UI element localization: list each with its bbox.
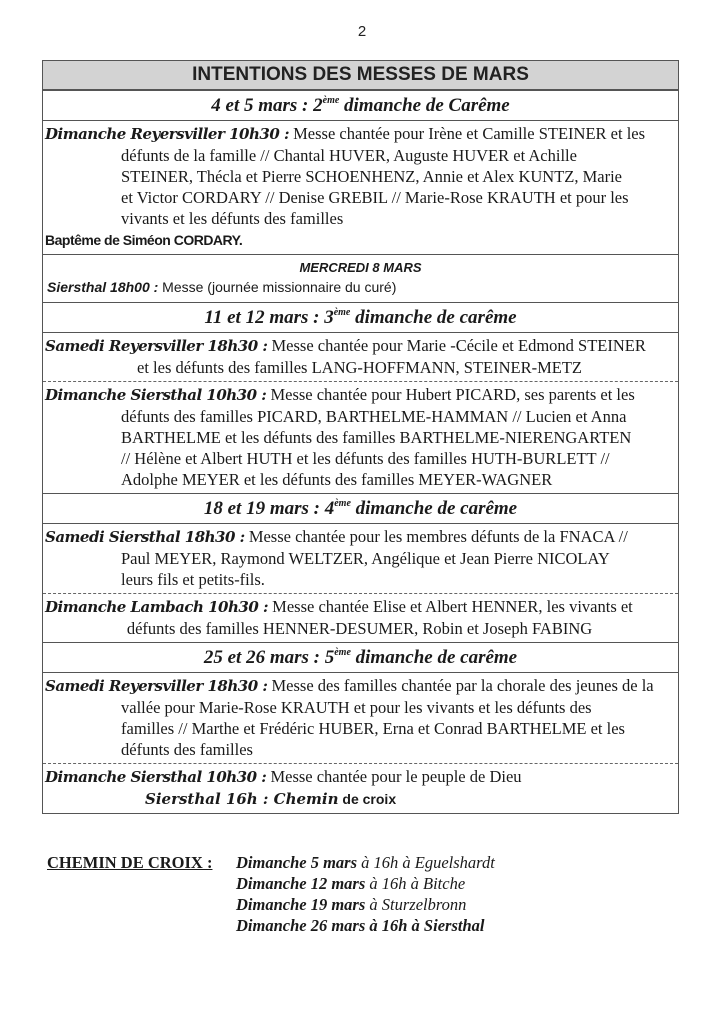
entry-lead: Siersthal 18h00 : — [47, 279, 159, 295]
entry-line: familles // Marthe et Frédéric HUBER, Erna et Conrad BARTHELME et les — [121, 719, 625, 738]
sub-lead: Siersthal 16h : Chemin — [145, 790, 339, 808]
entry-line: défunts de la famille // Chantal HUVER, Auguste HUVER et Achille — [121, 146, 577, 165]
heading-text: 11 et 12 mars : 3 — [204, 307, 334, 328]
chemin-item-date: Dimanche 19 mars — [236, 895, 366, 914]
heading-text: 25 et 26 mars : 5 — [203, 647, 335, 668]
chemin-items — [236, 852, 495, 936]
entry-lead: Dimanche Siersthal 10h30 : — [45, 386, 267, 404]
entry-first-line — [45, 123, 674, 145]
heading-suffix: dimanche de carême — [350, 498, 518, 519]
heading-suffix: dimanche de Carême — [339, 95, 510, 116]
entry-lead: Dimanche Lambach 10h30 : — [45, 598, 269, 616]
chemin-item — [236, 894, 495, 915]
chemin-item — [236, 873, 495, 894]
chemin-item — [236, 852, 495, 873]
chemin-item-date: Dimanche 5 mars — [236, 853, 358, 872]
entry-first-line — [45, 596, 674, 618]
page-number: 2 — [357, 23, 367, 40]
chemin-row — [47, 852, 724, 936]
heading-text: 18 et 19 mars : 4 — [203, 498, 335, 519]
entry-samedi-siersthal-3 — [43, 524, 678, 594]
entry-text: Messe (journée missionnaire du curé) — [158, 279, 397, 295]
entry-lead: Samedi Reyersviller 18h30 : — [45, 337, 268, 355]
entry-line: et les défunts des familles LANG-HOFFMANN, STEINER-METZ — [137, 358, 582, 377]
heading-sup: ème — [333, 307, 351, 318]
entry-line: défunts des familles HENNER-DESUMER, Robin et Joseph FABING — [126, 619, 593, 638]
section-heading-week-4 — [43, 643, 678, 673]
entry-first-line — [45, 384, 674, 406]
section-heading-week-1 — [43, 91, 678, 121]
entry-line: // Hélène et Albert HUTH et les défunts des familles HUTH-BURLETT // — [121, 449, 610, 468]
section-heading-week-2 — [43, 303, 678, 333]
entry-first-line — [45, 766, 674, 788]
entry-dimanche-siersthal-4 — [43, 764, 678, 813]
entry-text: Messe chantée pour Irène et Camille STEINER et les — [289, 124, 646, 143]
entry-samedi-reyersviller-4 — [43, 673, 678, 764]
chemin-item-date: Dimanche 26 mars à 16h à Siersthal — [236, 916, 485, 935]
chemin-item-place: à Sturzelbronn — [365, 895, 467, 914]
entry-line: vallée pour Marie-Rose KRAUTH et pour les vivants et les défunts des — [121, 698, 592, 717]
entry-first-line — [45, 675, 674, 697]
section-heading-week-3 — [43, 494, 678, 524]
entry-text: Messe chantée pour Hubert PICARD, ses parents et les — [266, 385, 635, 404]
entry-lead: Samedi Siersthal 18h30 : — [45, 528, 245, 546]
entry-line: Adolphe MEYER et les défunts des familles MEYER-WAGNER — [121, 470, 553, 489]
chemin-de-croix-list — [47, 852, 724, 956]
heading-suffix: dimanche de carême — [350, 307, 517, 328]
mercredi-heading: MERCREDI 8 MARS — [299, 260, 422, 275]
entry-text: Messe chantée Elise et Albert HENNER, les vivants et — [268, 597, 633, 616]
baptism-note: Baptême de Siméon CORDARY. — [45, 232, 243, 248]
entry-line: leurs fils et petits-fils. — [121, 570, 265, 589]
entry-text: Messe chantée pour le peuple de Dieu — [266, 767, 522, 786]
entry-line: vivants et les défunts des familles — [121, 209, 344, 228]
heading-text: 4 et 5 mars : 2 — [211, 95, 323, 116]
heading-suffix: dimanche de carême — [350, 647, 518, 668]
entry-dimanche-reyersviller-1 — [43, 121, 678, 255]
entry-line: et Victor CORDARY // Denise GREBIL // Marie-Rose KRAUTH et pour les — [121, 188, 629, 207]
mercredi-line — [43, 277, 678, 302]
chemin-label: CHEMIN DE CROIX : — [47, 853, 213, 872]
entry-first-line — [45, 526, 674, 548]
entry-dimanche-siersthal-2 — [43, 382, 678, 494]
entry-mercredi — [43, 255, 678, 303]
entry-text: Messe des familles chantée par la chorale des jeunes de la — [267, 676, 654, 695]
heading-sup: ème — [322, 95, 340, 106]
entry-text: Messe chantée pour les membres défunts de la FNACA // — [244, 527, 628, 546]
chemin-item-place: à 16h à Eguelshardt — [357, 853, 495, 872]
heading-sup: ème — [334, 498, 351, 509]
entry-line: STEINER, Thécla et Pierre SCHOENHENZ, Annie et Alex KUNTZ, Marie — [121, 167, 623, 186]
chemin-item-place: à 16h à Bitche — [365, 874, 466, 893]
entry-line: BARTHELME et les défunts des familles BARTHELME-NIERENGARTEN — [121, 428, 632, 447]
entry-samedi-reyersviller-2 — [43, 333, 678, 382]
sub-tail: de croix — [338, 791, 397, 807]
chemin-item — [236, 915, 495, 936]
entry-lead: Samedi Reyersviller 18h30 : — [45, 677, 268, 695]
entry-text: Messe chantée pour Marie -Cécile et Edmond STEINER — [267, 336, 646, 355]
entry-lead: Dimanche Reyersviller 10h30 : — [45, 125, 290, 143]
chemin-item-date: Dimanche 12 mars — [236, 874, 366, 893]
entry-line: Paul MEYER, Raymond WELTZER, Angélique et Jean Pierre NICOLAY — [121, 549, 610, 568]
entry-lead: Dimanche Siersthal 10h30 : — [45, 768, 267, 786]
table-title: INTENTIONS DES MESSES DE MARS — [43, 61, 678, 91]
mass-intentions-table — [42, 60, 679, 814]
heading-sup: ème — [334, 647, 351, 658]
entry-first-line — [45, 335, 674, 357]
entry-line: défunts des familles PICARD, BARTHELME-HAMMAN // Lucien et Anna — [121, 407, 627, 426]
entry-dimanche-lambach-3 — [43, 594, 678, 643]
chemin-sub-line — [45, 788, 674, 810]
entry-line: défunts des familles — [121, 740, 253, 759]
